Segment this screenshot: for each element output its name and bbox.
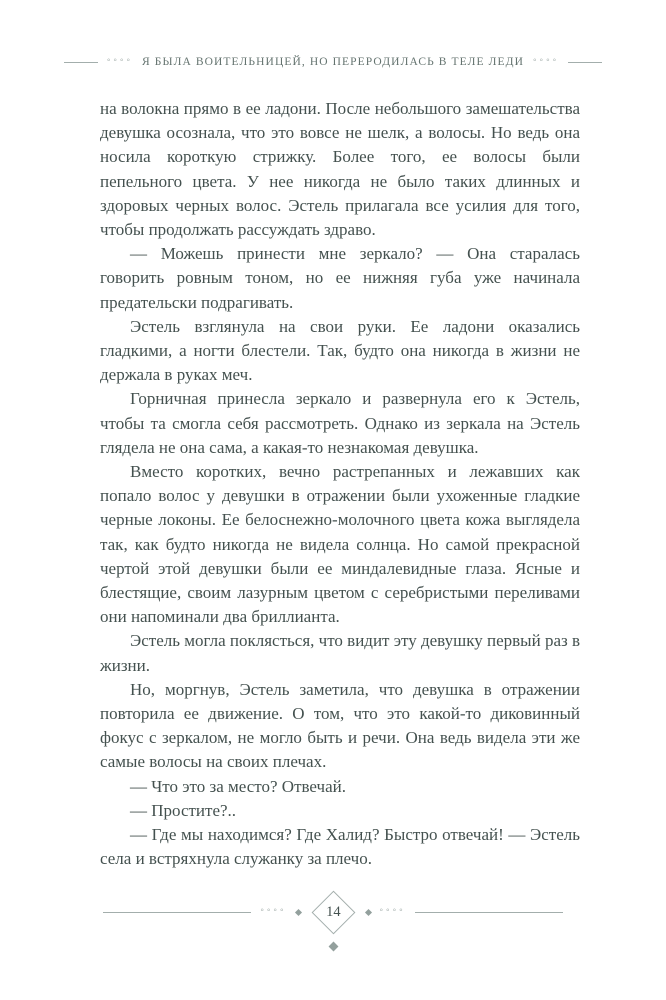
page-body xyxy=(100,97,580,872)
paragraph: — Можешь принести мне зеркало? — Она старалась говорить ровным тоном, но ее нижняя губа уже начинала предательски подрагивать. xyxy=(100,244,580,312)
footer-ornament-row xyxy=(103,888,562,936)
paragraph: — Где мы находимся? Где Халид? Быстро отвечай! — Эстель села и встряхнула служанку за плечо. xyxy=(100,825,580,869)
header-ornament-left-icon: ◦◦◦◦ xyxy=(106,55,133,66)
paragraph: Эстель взглянула на свои руки. Ее ладони оказались гладкими, а ногти блестели. Так, будто она никогда в жизни не держала в руках меч. xyxy=(100,316,580,385)
footer-ornament-right-icon: ◦◦◦◦ xyxy=(379,905,406,916)
footer-rule-right xyxy=(415,912,563,913)
page-number-diamond xyxy=(311,890,355,934)
diamond-dot-left-icon xyxy=(294,908,301,915)
header-rule-left xyxy=(64,62,98,63)
book-title: Я БЫЛА ВОИТЕЛЬНИЦЕЙ, НО ПЕРЕРОДИЛАСЬ В ТЕЛЕ ЛЕДИ xyxy=(142,56,524,68)
diamond-dot-right-icon xyxy=(364,908,371,915)
footer-rule-left xyxy=(103,912,251,913)
header-rule-right xyxy=(568,62,602,63)
footer-diamond-tip-icon xyxy=(328,942,338,952)
paragraph: Эстель могла поклясться, что видит эту девушку первый раз в жизни. xyxy=(100,631,580,675)
paragraph: Вместо коротких, вечно растрепанных и лежавших как попало волос у девушки в отражении были ухоженные гладкие черные локоны. Ее белоснежно-молочного цвета кожа выглядела так, как будто никогда не видела солнца. Но самой прекрасной чертой этой девушки были ее миндалевидные глаза. Ясные и блестящие, своим лазурным цветом с серебристыми переливами они напоминали два бриллианта. xyxy=(100,462,580,627)
page-number: 14 xyxy=(325,903,341,920)
paragraph: — Что это за место? Отвечай. xyxy=(130,776,346,796)
paragraph: на волокна прямо в ее ладони. После небольшого замешательства девушка осознала, что это вовсе не шелк, а волосы. Но ведь она носила короткую стрижку. Более того, ее волосы были пепельного цвета. У нее никогда не было таких длинных и здоровых черных волос. Эстель прилагала все усилия для того, чтобы продолжать рассуждать здраво. xyxy=(100,99,580,240)
page-footer xyxy=(0,888,666,950)
header-ornament-right-icon: ◦◦◦◦ xyxy=(532,55,560,66)
paragraph: — Простите?.. xyxy=(130,800,237,820)
footer-ornament-left-icon: ◦◦◦◦ xyxy=(260,905,287,916)
paragraph: Горничная принесла зеркало и развернула его к Эстель, чтобы та смогла себя рассмотреть. Однако из зеркала на Эстель глядела не она сама, а какая-то незнакомая девушка. xyxy=(100,389,580,457)
paragraph: Но, моргнув, Эстель заметила, что девушка в отражении повторила ее движение. О том, что это какой-то диковинный фокус с зеркалом, не могло быть и речи. Она ведь видела эти же самые волосы на своих плечах. xyxy=(100,679,580,772)
running-header xyxy=(0,56,666,68)
